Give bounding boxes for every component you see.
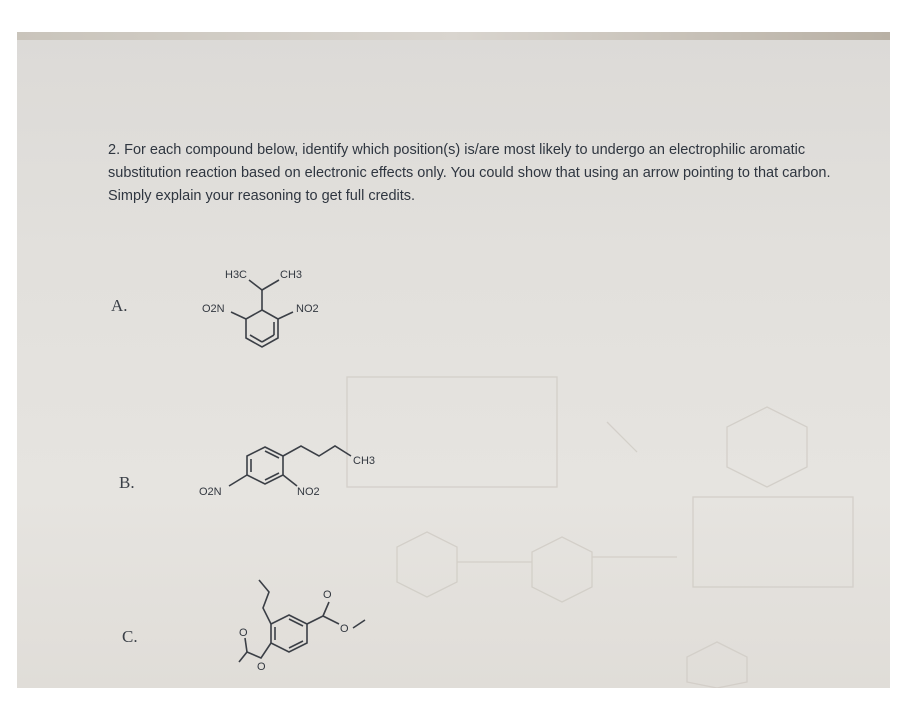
compound-c-ester-single-bond bbox=[323, 616, 339, 624]
compound-c-acetoxy-carbonyl bbox=[245, 638, 247, 652]
question-text: 2. For each compound below, identify which position(s) is/are most likely to undergo an electrophilic aromatic substitution reaction based on electronic effects only. You could show that using an arrow pointing to that carbon. Simply explain your reasoning to get full credits. bbox=[108, 142, 831, 204]
compound-c-atom-o-ether: O bbox=[257, 661, 266, 673]
compound-a-group-h3c: H3C bbox=[225, 269, 248, 281]
compound-c-acetoxy-chain bbox=[239, 643, 271, 662]
compound-b-group-no2: NO2 bbox=[297, 486, 320, 498]
compound-c-label: C. bbox=[122, 627, 138, 646]
photo-of-worksheet bbox=[17, 32, 890, 688]
compound-b-label: B. bbox=[119, 473, 135, 492]
compound-c-ring bbox=[271, 615, 307, 652]
compound-c-structure bbox=[17, 32, 890, 688]
compound-c-atom-o-carbonyl: O bbox=[323, 589, 332, 601]
compound-a-label: A. bbox=[111, 296, 128, 315]
compound-a-group-no2: NO2 bbox=[296, 303, 319, 315]
compound-b-group-ch3: CH3 bbox=[353, 455, 376, 467]
compound-c-propyl-chain bbox=[259, 580, 271, 624]
compound-a-group-ch3: CH3 bbox=[280, 269, 303, 281]
compound-c-atom-o-acetyl: O bbox=[239, 627, 248, 639]
compound-c-ester-carbonyl-arm bbox=[307, 602, 329, 624]
compound-a-group-o2n: O2N bbox=[202, 303, 225, 315]
compound-c-atom-o-ester: O bbox=[340, 623, 349, 635]
compound-b-group-o2n: O2N bbox=[199, 486, 222, 498]
compound-c-ester-methyl bbox=[353, 620, 365, 628]
